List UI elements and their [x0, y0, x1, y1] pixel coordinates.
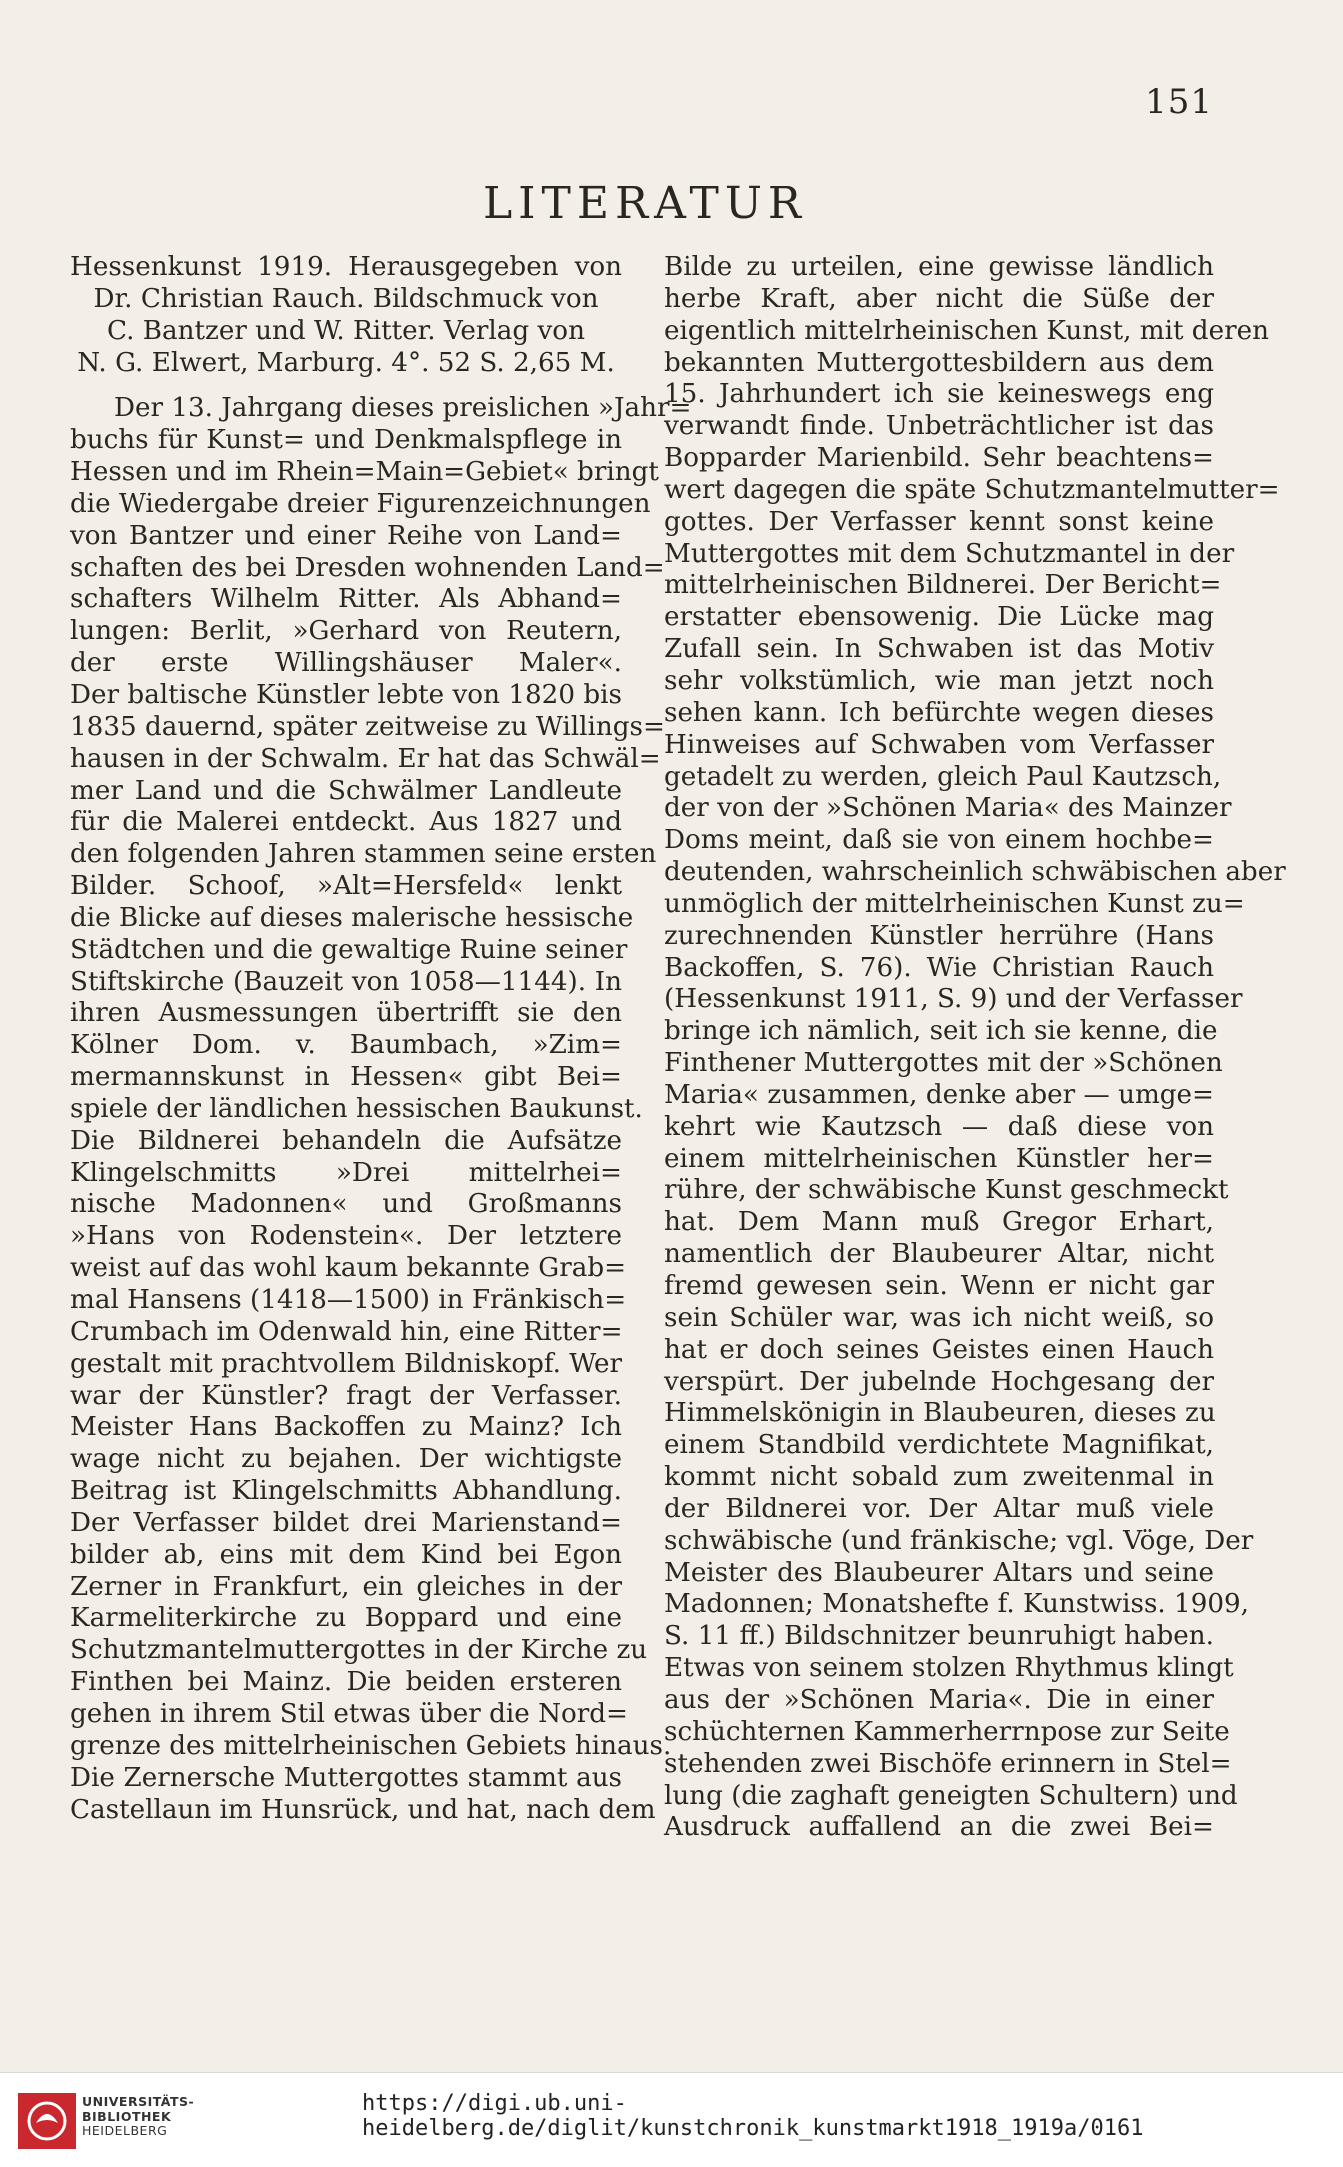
text-line: Backoffen, S. 76). Wie Christian Rauch — [664, 952, 1214, 983]
text-line: Die Bildnerei behandeln die Aufsätze — [70, 1125, 622, 1156]
text-line: kehrt wie Kautzsch — daß diese von — [664, 1111, 1214, 1142]
text-line: Städtchen und die gewaltige Ruine seiner — [70, 934, 628, 965]
text-line: (Hessenkunst 1911, S. 9) und der Verfasser — [664, 984, 1243, 1015]
text-line: mittelrheinischen Bildnerei. Der Bericht= — [664, 570, 1222, 601]
source-url-link[interactable]: https://digi.ub.uni-heidelberg.de/diglit/kunstchronik_kunstmarkt1918_1919a/0161 — [362, 2091, 1144, 2141]
text-line: Madonnen; Monatshefte f. Kunstwiss. 1909, — [664, 1589, 1249, 1620]
text-line: gehen in ihrem Stil etwas über die Nord= — [70, 1698, 628, 1729]
text-line: lung (die zaghaft geneigten Schultern) und — [664, 1780, 1238, 1811]
text-line: ihren Ausmessungen übertrifft sie den — [70, 998, 622, 1029]
text-line: einem Standbild verdichtete Magnifikat, — [664, 1430, 1214, 1461]
text-line: Beitrag ist Klingelschmitts Abhandlung. — [70, 1476, 622, 1507]
text-line: den folgenden Jahren stammen seine ersten — [70, 839, 657, 870]
text-line: stehenden zwei Bischöfe erinnern in Stel= — [664, 1748, 1232, 1779]
text-line: der Bildnerei vor. Der Altar muß viele — [664, 1493, 1214, 1524]
text-line: getadelt zu werden, gleich Paul Kautzsch, — [664, 761, 1222, 792]
text-line: Karmeliterkirche zu Boppard und eine — [70, 1603, 622, 1634]
text-line: spiele der ländlichen hessischen Baukunst. — [70, 1093, 643, 1124]
text-line: Der baltische Künstler lebte von 1820 bis — [70, 679, 622, 710]
text-line: verspürt. Der jubelnde Hochgesang der — [664, 1366, 1214, 1397]
text-line: sein Schüler war, was ich nicht weiß, so — [664, 1302, 1214, 1333]
text-line: bekannten Muttergottesbildern aus dem — [664, 347, 1214, 378]
text-line: C. Bantzer und W. Ritter. Verlag von — [107, 315, 585, 346]
text-line: Doms meint, daß sie von einem hochbe= — [664, 825, 1214, 856]
text-line: die Blicke auf dieses malerische hessische — [70, 902, 634, 933]
text-line: wert dagegen die späte Schutzmantelmutter= — [664, 474, 1280, 505]
text-line: unmöglich der mittelrheinischen Kunst zu= — [664, 888, 1245, 919]
text-line: schafters Wilhelm Ritter. Als Abhand= — [70, 584, 622, 615]
text-line: fremd gewesen sein. Wenn er nicht gar — [664, 1271, 1214, 1301]
text-line: einem mittelrheinischen Künstler her= — [664, 1143, 1214, 1174]
text-line: mermannskunst in Hessen« gibt Bei= — [70, 1062, 622, 1093]
left-column — [70, 252, 692, 1826]
text-line: Zerner in Frankfurt, ein gleiches in der — [70, 1571, 622, 1602]
text-line: wage nicht zu bejahen. Der wichtigste — [70, 1444, 622, 1475]
right-column — [664, 252, 1286, 1876]
text-line: herbe Kraft, aber nicht die Süße der — [664, 283, 1214, 314]
page-title: LITERATUR — [482, 178, 808, 229]
text-line: war der Künstler? fragt der Verfasser. — [70, 1380, 622, 1411]
institution-line: HEIDELBERG — [82, 2123, 168, 2138]
text-line: schaften des bei Dresden wohnenden Land= — [70, 552, 665, 583]
text-line: Maria« zusammen, denke aber — umge= — [664, 1079, 1214, 1110]
text-line: Meister Hans Backoffen zu Mainz? Ich — [70, 1412, 622, 1443]
text-line: die Wiedergabe dreier Figurenzeichnungen — [70, 488, 651, 519]
institution-name — [82, 2095, 194, 2139]
text-line: Klingelschmitts »Drei mittelrhei= — [70, 1157, 622, 1188]
text-line: Schutzmantelmuttergottes in der Kirche zu — [70, 1635, 648, 1666]
text-line: buchs für Kunst= und Denkmalspflege in — [70, 425, 622, 456]
text-line: der von der »Schönen Maria« des Mainzer — [664, 793, 1232, 824]
text-line: sehr volkstümlich, wie man jetzt noch — [664, 665, 1214, 696]
text-line: hat er doch seines Geistes einen Hauch — [664, 1334, 1214, 1365]
text-line: kommt nicht sobald zum zweitenmal in — [664, 1462, 1214, 1493]
text-line: hat. Dem Mann muß Gregor Erhart, — [664, 1207, 1214, 1238]
text-line: von Bantzer und einer Reihe von Land= — [70, 520, 622, 551]
text-line: Crumbach im Odenwald hin, eine Ritter= — [70, 1316, 623, 1347]
text-line: aus der »Schönen Maria«. Die in einer — [664, 1684, 1214, 1715]
text-line: 15. Jahrhundert ich sie keineswegs eng — [664, 379, 1214, 410]
text-line: sehen kann. Ich befürchte wegen dieses — [664, 697, 1214, 728]
text-line: Bilder. Schoof, »Alt=Hersfeld« lenkt — [70, 871, 622, 902]
text-line: lungen: Berlit, »Gerhard von Reutern, — [70, 616, 622, 647]
text-line: namentlich der Blaubeurer Altar, nicht — [664, 1239, 1214, 1270]
text-line: Ausdruck auffallend an die zwei Bei= — [664, 1812, 1214, 1843]
institution-line: UNIVERSITÄTS- — [82, 2094, 195, 2109]
text-line: Stiftskirche (Bauzeit von 1058—1144). In — [70, 966, 622, 997]
text-line: schwäbische (und fränkische; vgl. Vöge, Der — [664, 1525, 1254, 1556]
text-line: erstatter ebensowenig. Die Lücke mag — [664, 602, 1214, 633]
text-line: Etwas von seinem stolzen Rhythmus klingt — [664, 1653, 1234, 1684]
text-line — [664, 1844, 1214, 1876]
text-line: Bilde zu urteilen, eine gewisse ländlich — [664, 252, 1214, 282]
text-line: S. 11 ff.) Bildschnitzer beunruhigt haben. — [664, 1621, 1214, 1652]
heidelberg-university-seal-icon — [12, 2083, 92, 2153]
text-line: grenze des mittelrheinischen Gebiets hinaus. — [70, 1730, 672, 1761]
text-line: N. G. Elwert, Marburg. 4°. 52 S. 2,65 M. — [77, 347, 615, 378]
footer-bar — [0, 2072, 1343, 2167]
institution-line: BIBLIOTHEK — [82, 2108, 172, 2124]
text-line: deutenden, wahrscheinlich schwäbischen aber — [664, 857, 1286, 888]
text-line: nische Madonnen« und Großmanns — [70, 1189, 622, 1220]
text-line: weist auf das wohl kaum bekannte Grab= — [70, 1253, 627, 1284]
text-line: der erste Willingshäuser Maler«. — [70, 648, 622, 679]
text-line: Hessen und im Rhein=Main=Gebiet« bringt — [70, 457, 659, 488]
text-line: schüchternen Kammerherrnpose zur Seite — [664, 1716, 1230, 1747]
text-line: mer Land und die Schwälmer Landleute — [70, 775, 622, 806]
text-line: Muttergottes mit dem Schutzmantel in der — [664, 538, 1235, 569]
text-line: verwandt finde. Unbeträchtlicher ist das — [664, 411, 1214, 442]
text-line: Hessenkunst 1919. Herausgegeben von — [70, 252, 622, 282]
text-line: bringe ich nämlich, seit ich sie kenne, die — [664, 1016, 1218, 1047]
text-line: Zufall sein. In Schwaben ist das Motiv — [664, 634, 1214, 665]
text-line: Bopparder Marienbild. Sehr beachtens= — [664, 443, 1214, 474]
text-line: Die Zernersche Muttergottes stammt aus — [70, 1762, 622, 1793]
text-line: Hinweises auf Schwaben vom Verfasser — [664, 729, 1214, 760]
text-line: »Hans von Rodenstein«. Der letztere — [70, 1221, 622, 1252]
text-line: Finthen bei Mainz. Die beiden ersteren — [70, 1667, 622, 1698]
page-number: 151 — [1145, 82, 1213, 122]
text-line: mal Hansens (1418—1500) in Fränkisch= — [70, 1285, 627, 1315]
text-line: bilder ab, eins mit dem Kind bei Egon — [70, 1539, 622, 1570]
text-line: rühre, der schwäbische Kunst geschmeckt — [664, 1175, 1229, 1206]
text-line: Dr. Christian Rauch. Bildschmuck von — [93, 283, 599, 314]
text-line: Finthener Muttergottes mit der »Schönen — [664, 1048, 1223, 1079]
text-line: gestalt mit prachtvollem Bildniskopf. Wer — [70, 1348, 623, 1379]
text-line: Meister des Blaubeurer Altars und seine — [664, 1557, 1214, 1588]
text-line: gottes. Der Verfasser kennt sonst keine — [664, 506, 1214, 537]
text-line: Castellaun im Hunsrück, und hat, nach dem — [70, 1794, 656, 1825]
text-line: Der 13. Jahrgang dieses preislichen »Jahr= — [114, 393, 692, 424]
text-line: zurechnenden Künstler herrühre (Hans — [664, 920, 1214, 951]
text-line: für die Malerei entdeckt. Aus 1827 und — [70, 807, 622, 838]
text-line: hausen in der Schwalm. Er hat das Schwäl= — [70, 743, 661, 774]
text-line: eigentlich mittelrheinischen Kunst, mit deren — [664, 315, 1269, 346]
text-line: Himmelskönigin in Blaubeuren, dieses zu — [664, 1398, 1216, 1429]
text-line: Kölner Dom. v. Baumbach, »Zim= — [70, 1030, 622, 1061]
text-line: 1835 dauernd, später zeitweise zu Willings= — [70, 711, 665, 742]
text-line: Der Verfasser bildet drei Marienstand= — [70, 1507, 622, 1538]
